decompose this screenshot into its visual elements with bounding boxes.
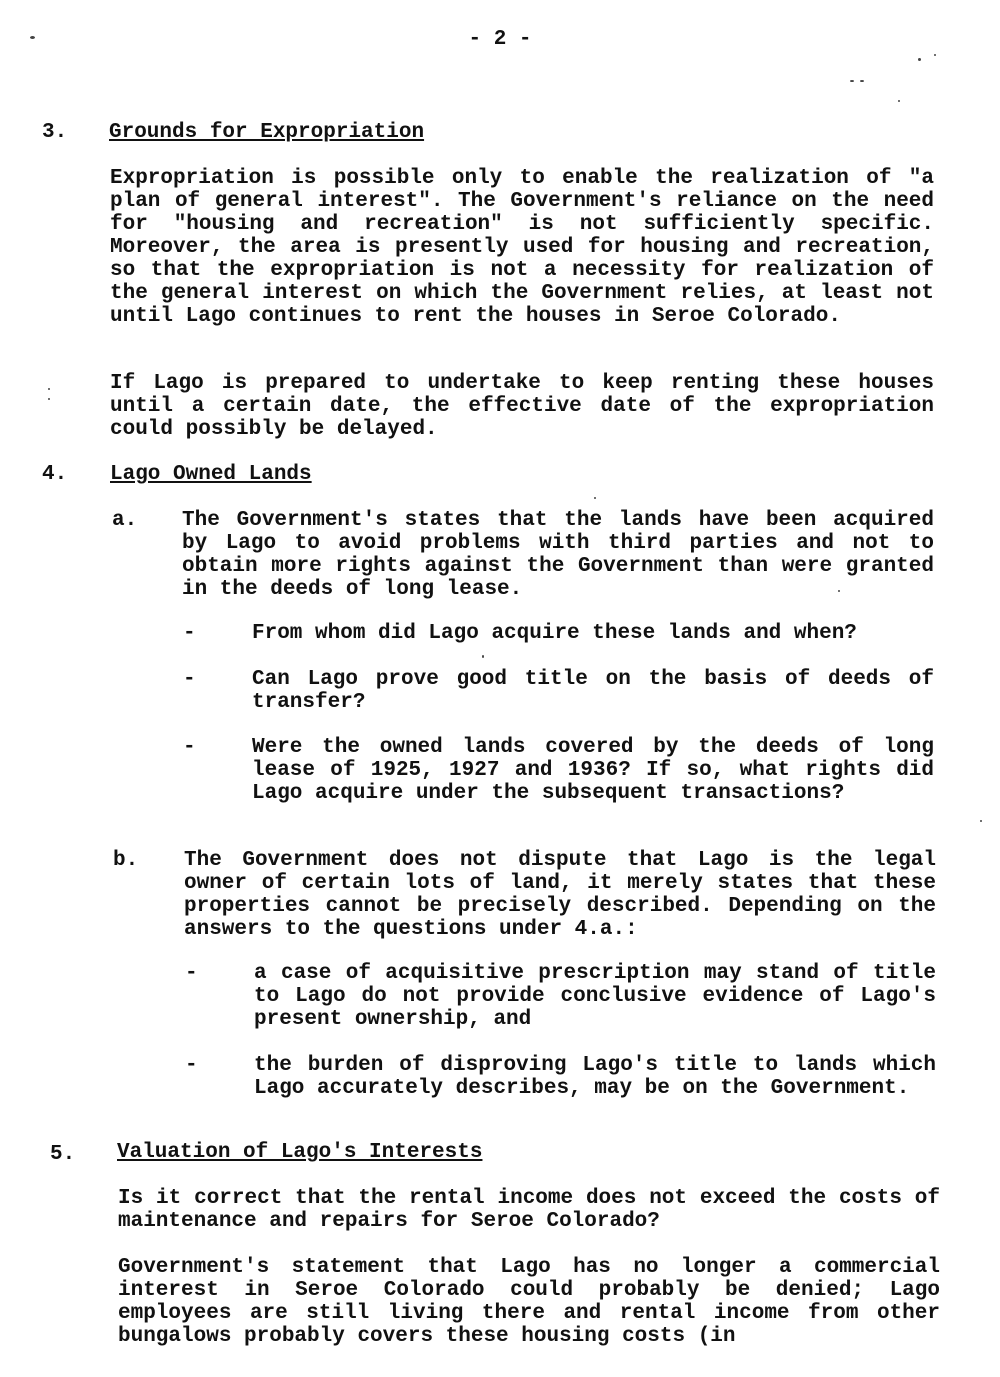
item-4b-label: b. [113,849,139,872]
section-5-number: 5. [50,1143,76,1166]
scan-speck [48,398,50,400]
section-4-number: 4. [42,463,68,486]
section-3-heading: Grounds for Expropriation [109,121,425,144]
scan-speck [860,80,864,82]
scan-speck [898,100,900,102]
section-5-heading: Valuation of Lago's Interests [117,1141,483,1164]
item-4a-text: The Government's states that the lands have been acquired by Lago to avoid problems with third parties and not to obtain more rights against the Government than were granted in the deeds of long lease. [182,509,934,601]
item-4a-bullet-1: From whom did Lago acquire these lands and when? [252,622,857,645]
bullet-dash: - [185,1054,198,1077]
bullet-dash: - [183,622,196,645]
section-5-paragraph-2: Government's statement that Lago has no longer a commercial interest in Seroe Colorado could probably be denied; Lago employees are still living there and rental income from other bungalows probably covers these housing costs (in [118,1256,940,1348]
scan-speck [48,388,50,390]
bullet-dash: - [183,736,196,759]
section-4-heading: Lago Owned Lands [110,463,312,486]
bullet-dash: - [183,668,196,691]
scan-speck [30,36,35,39]
page-number: - 2 - [468,28,532,51]
scan-speck [918,58,921,61]
scan-speck [980,820,982,822]
scan-speck [594,497,596,499]
section-3-paragraph-1: Expropriation is possible only to enable the realization of "a plan of general interest". The Government's reliance on the need for "housing and recreation" is not sufficiently specific. Moreover, the area is presently used for housing and recreation, so that the expropriation is not a necessity for realization of the general interest on which the Government relies, at least not until Lago continues to rent the houses in Seroe Colorado. [110,167,934,328]
section-3-number: 3. [42,121,68,144]
bullet-dash: - [185,962,198,985]
section-3-paragraph-2: If Lago is prepared to undertake to keep renting these houses until a certain date, the effective date of the expropriation could possibly be delayed. [110,372,934,441]
scan-speck [482,655,484,658]
item-4b-bullet-2: the burden of disproving Lago's title to lands which Lago accurately describes, may be on the Government. [254,1054,936,1100]
scan-speck [850,80,854,82]
item-4a-label: a. [112,509,138,532]
item-4b-bullet-1: a case of acquisitive prescription may stand of title to Lago do not provide conclusive evidence of Lago's present ownership, and [254,962,936,1031]
section-5-paragraph-1: Is it correct that the rental income does not exceed the costs of maintenance and repairs for Seroe Colorado? [118,1187,940,1233]
item-4a-bullet-2: Can Lago prove good title on the basis of deeds of transfer? [252,668,934,714]
scan-speck [934,54,936,56]
scan-speck [838,590,840,592]
item-4b-text: The Government does not dispute that Lago is the legal owner of certain lots of land, it merely states that these properties cannot be precisely described. Depending on the answers to the questions under 4.a.: [184,849,936,941]
item-4a-bullet-3: Were the owned lands covered by the deeds of long lease of 1925, 1927 and 1936? If so, what rights did Lago acquire under the subsequent transactions? [252,736,934,805]
